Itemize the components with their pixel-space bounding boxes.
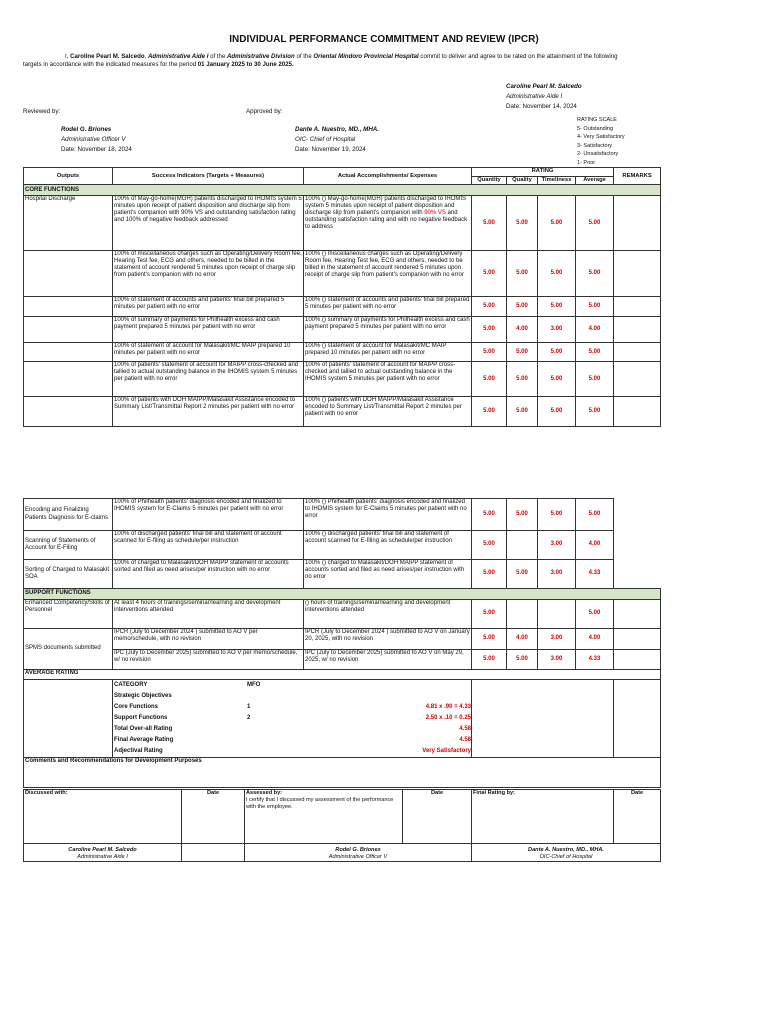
total-rating: 4.58 [459,726,471,732]
table-row: 100% of statement of accounts and patients' final bill prepared 5 minutes per patient with no error 100% () statement of accounts and patients' final bill prepared 5 minutes per patient with no error 5.00 5.00 5.00 5.00 [24,297,661,317]
table-row: Scanning of Statements of Account for E-Filing 100% of discharged patients' final bill and statement of account scanned for E-filing as schedule/per instruction 100% () discharged patients' final bill and statement of account scanned for E-filing as schedule/per instruction 5.00 3.00 4.00 [24,531,661,560]
table-row: 100% of miscellaneous charges such as Operating/Delivery Room fee, Hearing Test fee, ECG and others, needed to be billed in the statement of account rendered 5 minutes upon receipt of charge slip from patient's companion with no error 100% () miscellaneous charges such as Operating/Delivery Room fee, Hearing Test fee, ECG and others, needed to be billed in the statement of account rendered 5 minutes upon receipt of charge slip from patient's companion with no error 5.00 5.00 5.00 5.00 [24,251,661,297]
table-row: 100% of patients with DOH MAIPP/Malasakit Assistance encoded to Summary List/Transmittal Report 2 minutes per patient with no error 100% () patients with DOH MAIPP/Malasakit Assistance encoded to Summary List/Transmittal Report 2 minutes per patient with no error 5.00 5.00 5.00 5.00 [24,397,661,427]
col-success-indicators: Success Indicators (Targets + Measures) [113,168,304,185]
signature-table: Discussed with: Date Assessed by: I certify that I discussed my assessment of the performance with the employee. Date Final Rating by: Date Caroline Pearl M. Salcedo Administrative Aide I Rodel G. Briones Administrative Officer V Dante A. Nuestro, MD., MHA. OIC-Chief of Hospital [23,789,661,862]
section-core-functions: CORE FUNCTIONS [24,185,661,196]
reviewed-by-label: Reviewed by: [23,108,61,115]
final-rating: 4.58 [459,737,471,743]
col-timeliness: Timeliness [538,177,576,185]
section-support-functions: SUPPORT FUNCTIONS [24,589,661,600]
page-title: INDIVIDUAL PERFORMANCE COMMITMENT AND REVIEW (IPCR) [229,34,539,45]
col-remarks: REMARKS [614,168,661,185]
signatory-final-rater: Dante A. Nuestro, MD., MHA. OIC-Chief of Hospital [472,844,661,862]
rating-scale: RATING SCALE 5- Outstanding 4- Very Satisfactory 3- Satisfactory 2- Unsatisfactory 1- Poor [577,117,625,166]
col-rating: RATING [472,168,614,177]
col-quantity: Quantity [472,177,507,185]
col-average: Average [576,177,614,185]
table-row: SPMS documents submitted IPCR (July to December 2024 ) submitted to AO V per memo/schedule, with no revision IPCR (July to December 2024 ) submitted to AO V on January 20, 2025, with no revision 5.00 4.00 3.00 4.00 [24,629,661,650]
ratee-signature-block: Caroline Pearl M. Salcedo Administrative Aide I Date: November 14, 2024 [506,83,582,110]
comments-label: Comments and Recommendations for Development Purposes [24,758,661,788]
commitment-statement: I, Caroline Pearl M. Salcedo, Administrative Aide I of the Administrative Division of the Oriental Mindoro Provincial Hospital commit to deliver and agree to be rated on the attainment of the following targets in accordance with the indicated measures for the period 01 January 2025 to 30 June 2025. [23,53,618,68]
summary-table: CATEGORY MFO Strategic Objectives Core Functions 1 4.81 x .90 = 4.33 Support Functions 2 2.50 x .10 = 0.25 Total Over-all Rating 4.58 Final Average Rating 4.58 Adjectival Rating Very Satisfactory [113,680,472,757]
table-row: Sorting of Charged to Malasakit SOA 100% of charged to Malasakit/DOH MAIPP statement of accounts sorted and filed as need arises/per instruction with no error 100% () charged to Malasakit/DOH MAIPP statement of accounts sorted and filed as need arises/per instruction with no error 5.00 5.00 3.00 4.33 [24,560,661,589]
average-rating-label: AVERAGE RATING [24,670,661,680]
table-row: Encoding and Finalizing Patients Diagnosis for E-claims 100% of Philhealth patients' diagnosis encoded and finalized to IHOMIS system for E-Claims 5 minutes per patient with no error 100% () Philhealth patients' diagnosis encoded and finalized to IHOMIS system for E-Claims 5 minutes per patient with no error 5.00 5.00 5.00 5.00 [24,499,661,531]
table-row: Enhanced Competency/Skills of Personnel At least 4 hours of trainings/seminar/learning and development interventions attended () hours of trainings/seminar/learning and development interventions attended 5.00 5.00 [24,600,661,629]
col-outputs: Outputs [24,168,113,185]
table-row: 100% of statement of account for Malasakit/MC MAIP prepared 10 minutes per patient with no error 100% () statement of account for Malasakit/MC MAIP prepared 10 minutes per patient with no error 5.00 5.00 5.00 5.00 [24,343,661,362]
ipcr-table-continued [23,498,661,788]
adjectival-rating: Very Satisfactory [422,748,471,754]
table-row: IPC (July to December 2025) submitted to AO V per memo/schedule, w/ no revision IPC (July to December 2025) submitted to AO V on May 29, 2025, w/ no revision 5.00 5.00 3.00 4.33 [24,650,661,670]
signatory-assessor: Rodel G. Briones Administrative Officer V [245,844,472,862]
table-row: Hospital Discharge 100% of May-go-home(MGH) patients discharged to IHOMIS system 5 minutes upon receipt of patient disposition and discharge slip from patient's companion with 90% VS and outstanding satisfaction rating and 100% of negative feedback addressed 100% () May-go-home(MGH) patients discharged to IHOMIS system 5 minutes upon receipt of patient disposition and discharge slip from patient's companion with 90% VS and outstanding satisfaction rating and with no negative feedback to address 5.00 5.00 5.00 5.00 [24,196,661,251]
table-row: 100% of summary of payments for Philhealth excess and cash payment prepared 5 minutes per patient with no error 100% () summary of payments for Philhealth excess and cash payment prepared 5 minutes per patient with no error 5.00 4.00 3.00 4.00 [24,317,661,343]
core-computation: 4.81 x .90 = 4.33 [425,704,471,710]
support-computation: 2.50 x .10 = 0.25 [425,715,471,721]
approver-block: Dante A. Nuestro, MD., MHA. OIC- Chief of Hospital Date: November 19, 2024 [295,126,379,153]
ipcr-table-core [23,167,661,427]
summary-row [24,680,661,758]
col-quality: Quality [507,177,538,185]
approved-by-label: Approved by: [246,108,283,115]
reviewer-block: Rodel G. Briones Administrative Officer V Date: November 18, 2024 [61,126,132,153]
signatory-ratee: Caroline Pearl M. Salcedo Administrative Aide I [24,844,182,862]
table-row: 100% of patients' statement of account for MAIPP cross-checked and tallied to actual outstanding balance in the IHOMIS system 5 minutes per patient with no error 100% of patients' statement of account for MAIPP cross-checked and tallied to actual outstanding balance in the IHOMIS system 5 minutes per patient with no error 5.00 5.00 5.00 5.00 [24,362,661,397]
col-actual: Actual Accomplishments/ Expenses [304,168,472,185]
